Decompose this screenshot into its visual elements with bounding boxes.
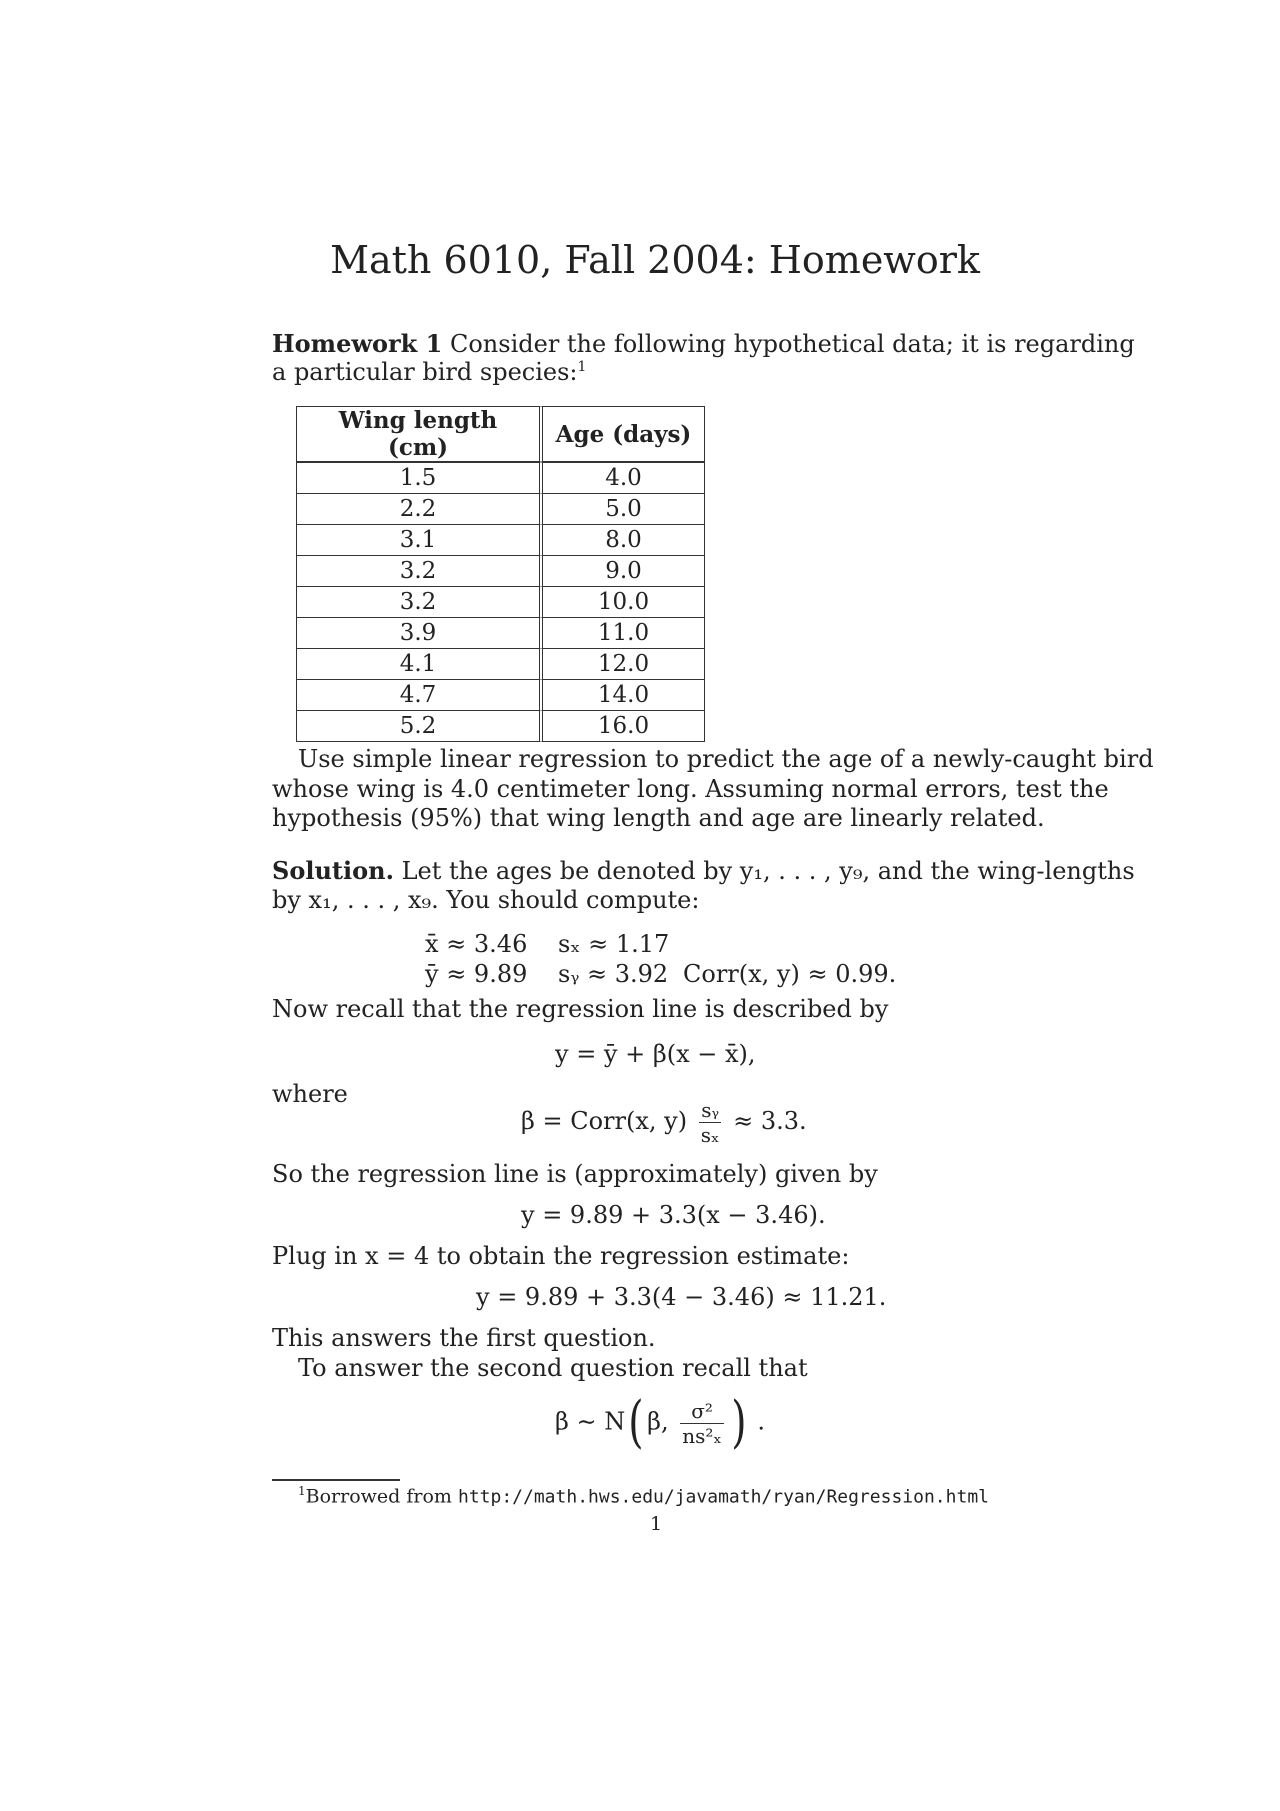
cell-age: 14.0 — [539, 679, 705, 710]
stat-xbar: x̄ ≈ 3.46 — [425, 930, 528, 958]
cell-age: 5.0 — [539, 493, 705, 524]
solution-text-1: Let the ages be denoted by y₁, . . . , y₉, and the wing-lengths — [401, 857, 1135, 885]
solution-line-2: by x₁, . . . , x₉. You should compute: — [272, 886, 700, 914]
footnote — [298, 1484, 989, 1507]
cell-age: 9.0 — [539, 555, 705, 586]
cell-wing: 4.7 — [296, 679, 539, 710]
homework-intro-line-1 — [272, 329, 1135, 358]
table-row — [296, 648, 705, 679]
cell-wing: 3.9 — [296, 617, 539, 648]
cell-age: 8.0 — [539, 524, 705, 555]
homework-intro-text-1: Consider the following hypothetical data; it is regarding — [449, 330, 1135, 358]
homework-label: Homework 1 — [272, 329, 443, 358]
beta-fraction-den: sₓ — [700, 1123, 720, 1147]
left-paren: ( — [628, 1390, 644, 1455]
where-label: where — [272, 1080, 348, 1108]
footnote-rule — [272, 1479, 400, 1481]
homework-intro-line-2 — [272, 358, 586, 386]
beta-fraction-num: sᵧ — [699, 1098, 722, 1123]
beta-fraction — [699, 1098, 722, 1147]
page-number: 1 — [650, 1513, 663, 1535]
plug-line: Plug in x = 4 to obtain the regression estimate: — [272, 1242, 850, 1270]
beta-dist-beta: β, — [647, 1407, 669, 1436]
cell-wing: 3.2 — [296, 555, 539, 586]
homework-intro-text-2: a particular bird species: — [272, 358, 578, 386]
regression-estimate: y = 9.89 + 3.3(4 − 3.46) ≈ 11.21. — [476, 1283, 887, 1311]
table-header-wing: Wing length (cm) — [296, 406, 539, 462]
cell-age: 10.0 — [539, 586, 705, 617]
solution-line-1 — [272, 856, 1135, 885]
footnote-url[interactable]: http://math.hws.edu/javamath/ryan/Regression.html — [457, 1486, 989, 1508]
table-row — [296, 555, 705, 586]
cell-age: 11.0 — [539, 617, 705, 648]
beta-dist-end: . — [757, 1407, 766, 1436]
cell-age: 4.0 — [539, 462, 705, 493]
right-paren: ) — [731, 1390, 747, 1455]
beta-equation — [521, 1098, 807, 1147]
beta-eq-left: β = Corr(x, y) — [521, 1107, 688, 1135]
cell-wing: 3.2 — [296, 586, 539, 617]
second-question-line: To answer the second question recall that — [298, 1354, 808, 1382]
table-row — [296, 586, 705, 617]
table-header-age: Age (days) — [539, 406, 705, 462]
beta-eq-right: ≈ 3.3. — [733, 1107, 807, 1135]
cell-age: 16.0 — [539, 710, 705, 742]
so-line: So the regression line is (approximately) given by — [272, 1160, 878, 1188]
page-title: Math 6010, Fall 2004: Homework — [330, 238, 980, 282]
cell-wing: 4.1 — [296, 648, 539, 679]
regression-line-numeric: y = 9.89 + 3.3(x − 3.46). — [521, 1201, 826, 1229]
stat-sx: sₓ ≈ 1.17 — [558, 930, 670, 958]
variance-fraction — [680, 1399, 724, 1448]
question-line-2: whose wing is 4.0 centimeter long. Assuming normal errors, test the — [272, 775, 1109, 803]
question-line-3: hypothesis (95%) that wing length and age are linearly related. — [272, 804, 1045, 832]
table-row — [296, 710, 705, 742]
cell-wing: 3.1 — [296, 524, 539, 555]
recall-line: Now recall that the regression line is described by — [272, 995, 889, 1023]
cell-wing: 1.5 — [296, 462, 539, 493]
table-row — [296, 617, 705, 648]
table-row — [296, 679, 705, 710]
regression-equation: y = ȳ + β(x − x̄), — [555, 1040, 756, 1068]
table-row — [296, 524, 705, 555]
beta-distribution — [555, 1390, 766, 1455]
solution-label: Solution. — [272, 856, 394, 885]
bird-data-table — [296, 406, 705, 742]
table-row — [296, 493, 705, 524]
stat-sy: sᵧ ≈ 3.92 — [558, 960, 669, 988]
cell-wing: 5.2 — [296, 710, 539, 742]
stat-ybar: ȳ ≈ 9.89 — [425, 960, 528, 988]
footnote-number: 1 — [298, 1484, 306, 1498]
footnote-marker: 1 — [577, 359, 587, 375]
stat-corr: Corr(x, y) ≈ 0.99. — [683, 960, 897, 988]
cell-age: 12.0 — [539, 648, 705, 679]
variance-den: ns²ₓ — [682, 1423, 722, 1448]
footnote-text: Borrowed from — [305, 1485, 452, 1508]
answers-line: This answers the first question. — [272, 1324, 656, 1352]
question-line-1: Use simple linear regression to predict the age of a newly-caught bird — [298, 745, 1154, 773]
cell-wing: 2.2 — [296, 493, 539, 524]
beta-dist-left: β ∼ N — [555, 1407, 626, 1436]
table-row — [296, 462, 705, 493]
variance-num: σ² — [680, 1399, 724, 1424]
